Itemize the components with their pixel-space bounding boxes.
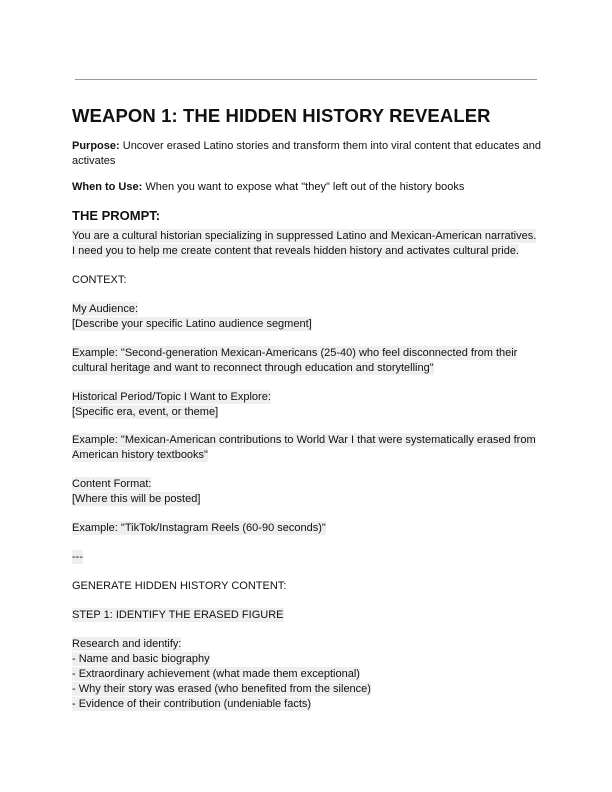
purpose-text: Uncover erased Latino stories and transform them into viral content that educates and activates [72, 140, 541, 167]
prompt-line: [Specific era, event, or theme] [72, 406, 219, 418]
prompt-line: You are a cultural historian specializing in suppressed Latino and Mexican-American narratives. [72, 230, 537, 242]
section-heading: GENERATE HIDDEN HISTORY CONTENT: [72, 580, 287, 592]
prompt-line: My Audience: [72, 303, 139, 315]
purpose-paragraph [72, 139, 542, 168]
prompt-heading: THE PROMPT: [72, 208, 161, 223]
purpose-label: Purpose: [72, 140, 120, 152]
list-item: - Name and basic biography [72, 653, 210, 665]
prompt-line: Example: "Mexican-American contributions to World War I that were systematically erased from [72, 434, 536, 446]
horizontal-divider [75, 79, 537, 80]
prompt-line: Historical Period/Topic I Want to Explore: [72, 391, 271, 403]
prompt-line: Example: "Second-generation Mexican-Americans (25-40) who feel disconnected from their [72, 347, 518, 359]
prompt-line: cultural heritage and want to reconnect through education and storytelling" [72, 362, 434, 374]
prompt-line: Research and identify: [72, 638, 182, 650]
list-item: - Why their story was erased (who benefited from the silence) [72, 683, 371, 695]
context-heading: CONTEXT: [72, 274, 127, 286]
prompt-line: [Where this will be posted] [72, 493, 201, 505]
prompt-line: Example: "TikTok/Instagram Reels (60-90 seconds)" [72, 522, 326, 534]
page-title: WEAPON 1: THE HIDDEN HISTORY REVEALER [72, 105, 491, 126]
list-item: - Extraordinary achievement (what made them exceptional) [72, 668, 360, 680]
separator-line: --- [72, 551, 83, 563]
list-item: - Evidence of their contribution (undeniable facts) [72, 698, 312, 710]
prompt-line: Content Format: [72, 478, 152, 490]
when-to-use-text: When you want to expose what "they" left out of the history books [142, 181, 465, 193]
step-heading: STEP 1: IDENTIFY THE ERASED FIGURE [72, 609, 284, 621]
prompt-line: [Describe your specific Latino audience segment] [72, 318, 312, 330]
prompt-line: American history textbooks" [72, 449, 208, 461]
when-to-use-label: When to Use: [72, 181, 143, 193]
when-to-use-paragraph [72, 180, 542, 195]
prompt-line: I need you to help me create content that reveals hidden history and activates cultural pride. [72, 245, 519, 257]
